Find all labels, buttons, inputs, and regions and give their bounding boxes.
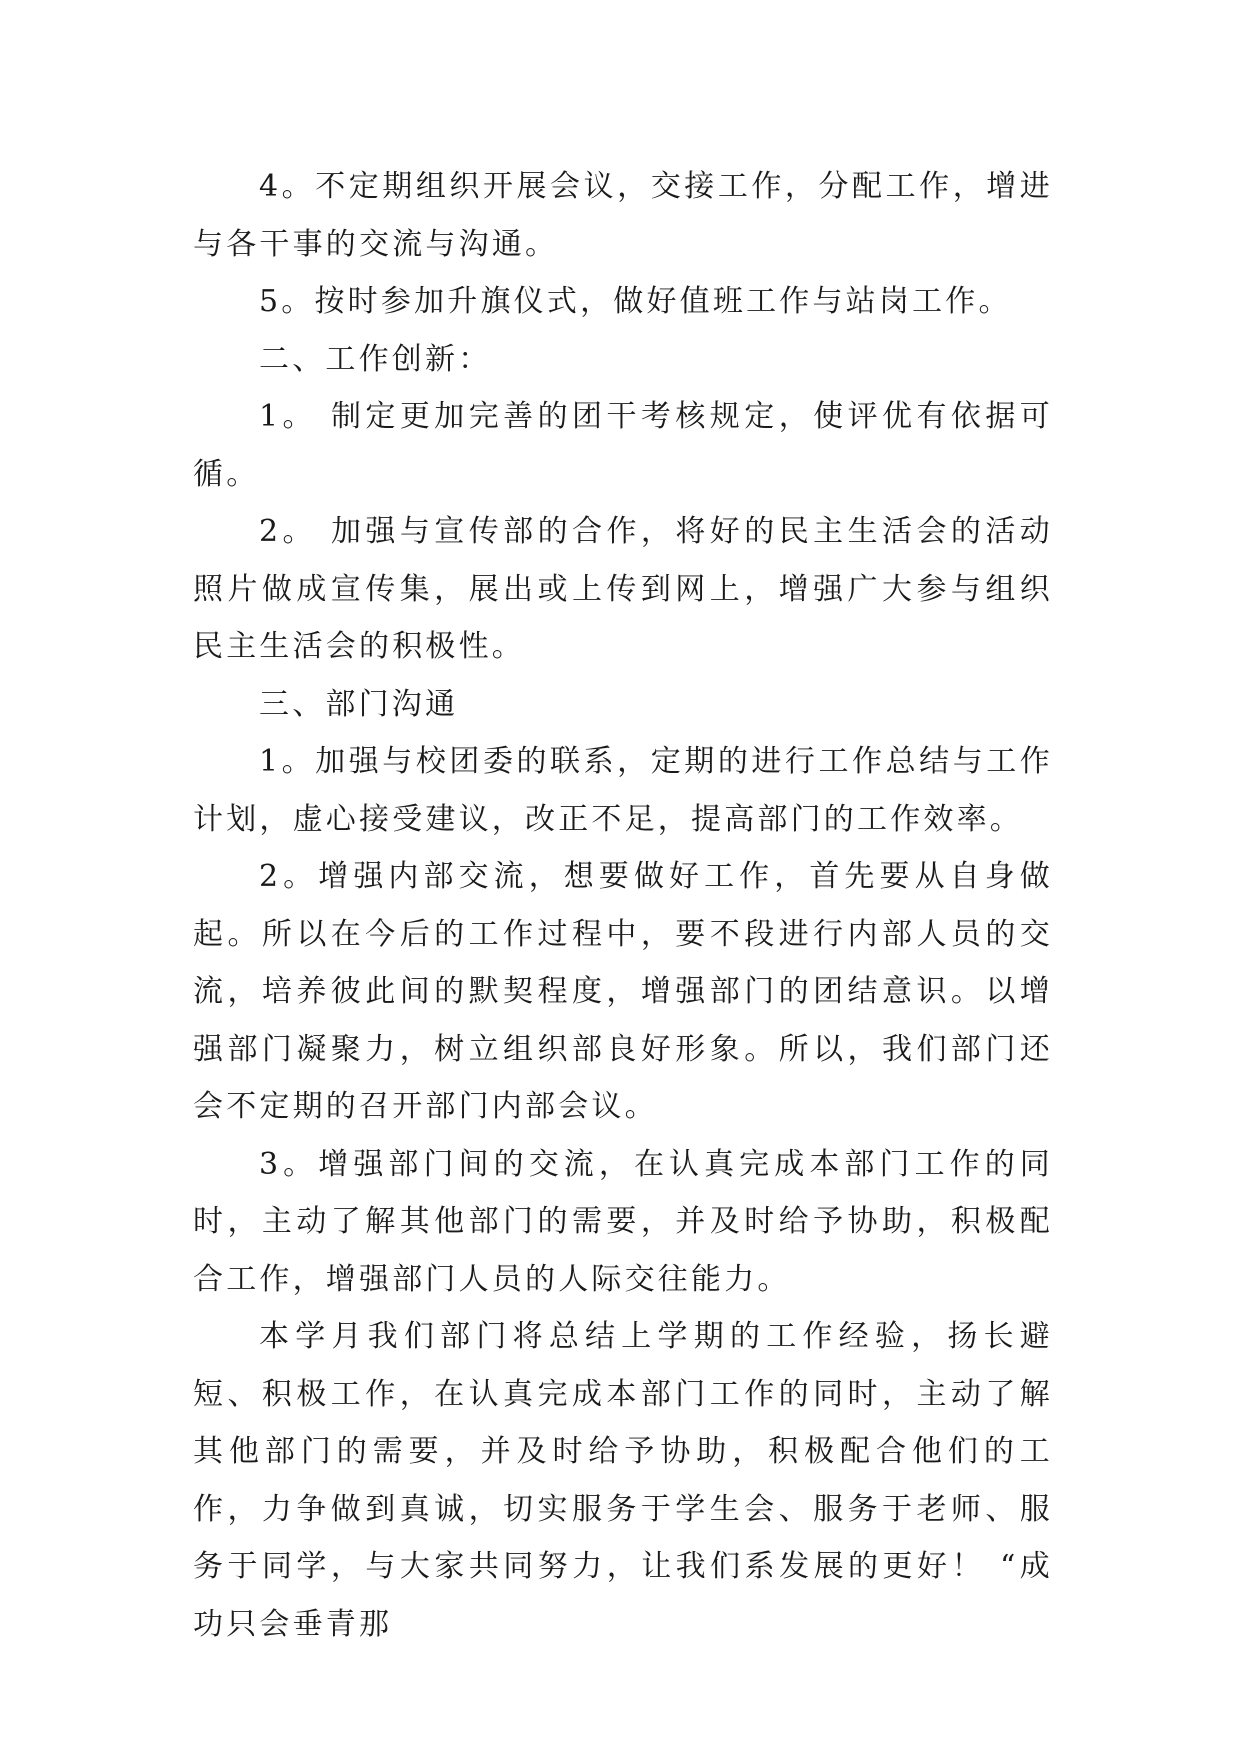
paragraph-communication-1: 1。加强与校团委的联系，定期的进行工作总结与工作计划，虚心接受建议，改正不足，提高部门的工作效率。 — [193, 744, 1053, 837]
section-heading-innovation: 二、工作创新： — [259, 341, 492, 377]
paragraph-communication-2: 2。增强内部交流，想要做好工作，首先要从自身做起。所以在今后的工作过程中，要不段进行内部人员的交流，培养彼此间的默契程度，增强部门的团结意识。以增强部门凝聚力，树立组织部良好形象。所以，我们部门还会不定期的召开部门内部会议。 — [193, 859, 1053, 1124]
paragraph-innovation-2: 2。 加强与宣传部的合作，将好的民主生活会的活动照片做成宣传集，展出或上传到网上，增强广大参与组织民主生活会的积极性。 — [193, 514, 1053, 664]
paragraph-communication-3: 3。增强部门间的交流，在认真完成本部门工作的同时，主动了解其他部门的需要，并及时给予协助，积极配合工作，增强部门人员的人际交往能力。 — [193, 1146, 1053, 1297]
paragraph-item-4: 4。不定期组织开展会议，交接工作，分配工作，增进与各干事的交流与沟通。 — [193, 169, 1053, 262]
paragraph-summary: 本学月我们部门将总结上学期的工作经验，扬长避短、积极工作，在认真完成本部门工作的同时，主动了解其他部门的需要，并及时给予协助，积极配合他们的工作，力争做到真诚，切实服务于学生会、服务于老师、服务于同学，与大家共同努力，让我们系发展的更好！ “成功只会垂青那 — [193, 1319, 1053, 1642]
paragraph-innovation-1: 1。 制定更加完善的团干考核规定，使评优有依据可循。 — [193, 399, 1053, 492]
section-heading-communication: 三、部门沟通 — [259, 686, 459, 722]
paragraph-item-5: 5。按时参加升旗仪式，做好值班工作与站岗工作。 — [259, 284, 1012, 319]
body-text — [193, 158, 1053, 1653]
